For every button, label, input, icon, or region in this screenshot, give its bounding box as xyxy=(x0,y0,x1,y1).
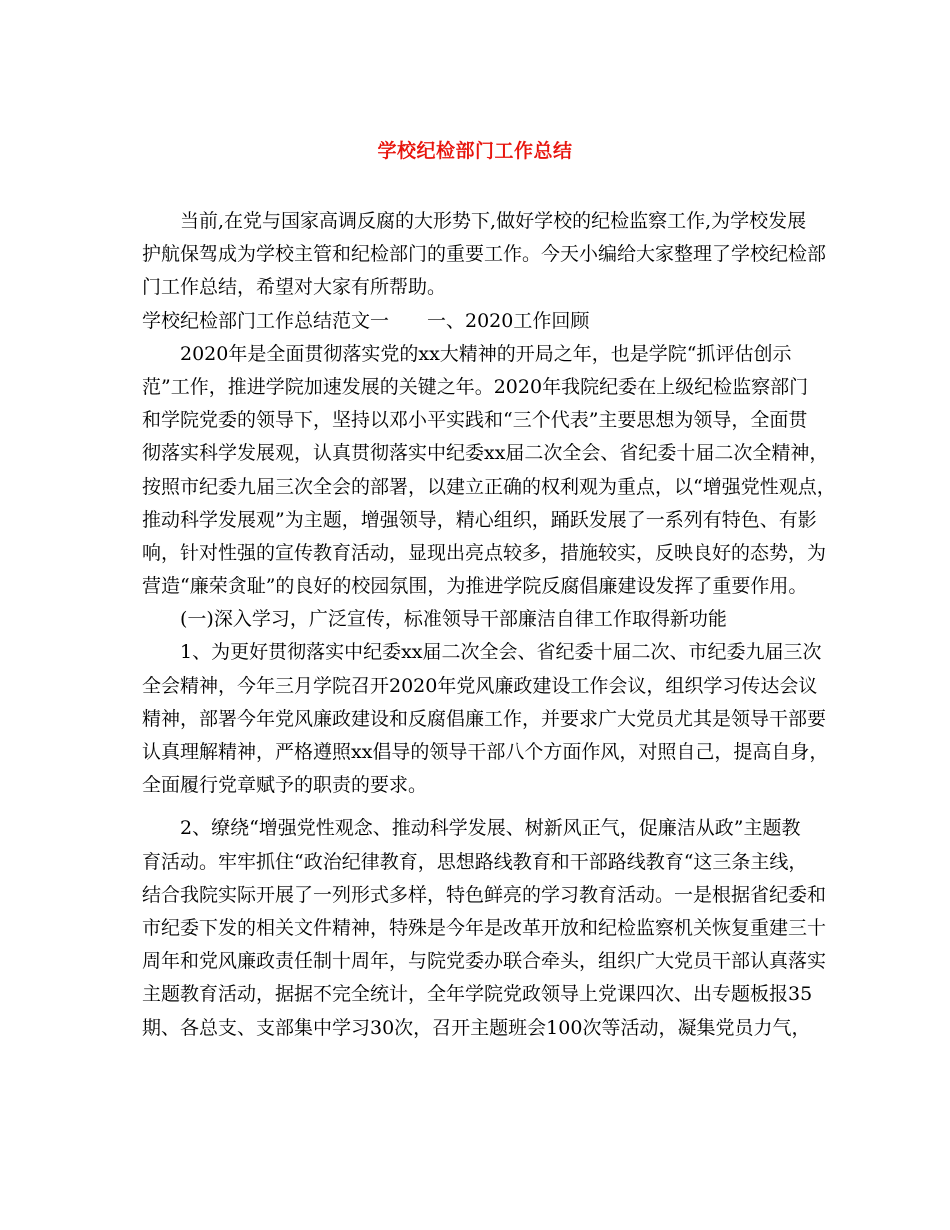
text-line: 期、各总支、支部集中学习30次，召开主题班会100次等活动，凝集党员力气， xyxy=(142,1016,811,1039)
text-line: 全面履行党章赋予的职责的要求。 xyxy=(142,774,428,797)
text-line: 主题教育活动，据据不完全统计，全年学院党政领导上党课四次、出专题板报35 xyxy=(142,983,813,1006)
text-line: 2、缭绕“增强党性观念、推动科学发展、树新风正气，促廉洁从政”主题教 xyxy=(180,817,801,840)
document-title: 学校纪检部门工作总结 xyxy=(377,140,573,162)
text-line: 认真理解精神，严格遵照xx倡导的领导干部八个方面作风，对照自己，提高自身， xyxy=(142,741,829,763)
document-body xyxy=(142,205,836,1045)
text-line: 门工作总结，希望对大家有所帮助。 xyxy=(142,276,447,299)
text-line: 推动科学发展观”为主题，增强领导，精心组织，踊跃发展了一系列有特色、有影 xyxy=(142,508,817,531)
text-line: (一)深入学习，广泛宣传，标准领导干部廉洁自律工作取得新功能 xyxy=(180,608,727,631)
text-line: 营造“廉荣贪耻”的良好的校园氛围，为推进学院反腐倡廉建设发挥了重要作用。 xyxy=(142,575,808,598)
text-line: 按照市纪委九届三次全会的部署，以建立正确的权利观为重点，以“增强党性观点， xyxy=(142,475,836,498)
text-line: 1、为更好贯彻落实中纪委xx届二次全会、省纪委十届二次、市纪委九届三次 xyxy=(180,641,822,664)
text-line: 当前,在党与国家高调反腐的大形势下,做好学校的纪检监察工作,为学校发展 xyxy=(180,210,807,232)
text-line: 育活动。牢牢抓住“政治纪律教育，思想路线教育和干部路线教育“这三条主线， xyxy=(142,850,808,873)
text-line: 彻落实科学发展观，认真贯彻落实中纪委xx届二次全会、省纪委十届二次全精神， xyxy=(142,442,829,465)
text-line: 市纪委下发的相关文件精神，特殊是今年是改革开放和纪检监察机关恢复重建三十 xyxy=(142,916,827,939)
text-line: 周年和党风廉政责任制十周年，与院党委办联合牵头，组织广大党员干部认真落实 xyxy=(142,950,827,973)
text-line: 2020年是全面贯彻落实党的xx大精神的开局之年，也是学院“抓评估创示 xyxy=(180,342,792,365)
text-line: 结合我院实际开展了一列形式多样，特色鲜亮的学习教育活动。一是根据省纪委和 xyxy=(142,883,827,906)
text-line: 范”工作，推进学院加速发展的关键之年。2020年我院纪委在上级纪检监察部门 xyxy=(142,375,809,398)
paragraph-gap xyxy=(142,802,822,812)
text-line: 护航保驾成为学校主管和纪检部门的重要工作。今天小编给大家整理了学校纪检部 xyxy=(142,243,827,266)
text-line: 精神，部署今年党风廉政建设和反腐倡廉工作，并要求广大党员尤其是领导干部要 xyxy=(142,707,827,730)
text-line: 学校纪检部门工作总结范文一 一、2020工作回顾 xyxy=(142,309,590,332)
text-line: 和学院党委的领导下，坚持以邓小平实践和“三个代表”主要思想为领导，全面贯 xyxy=(142,409,808,432)
text-line: 响，针对性强的宣传教育活动，显现出亮点较多，措施较实，反映良好的态势，为 xyxy=(142,541,827,564)
text-line: 全会精神，今年三月学院召开2020年党风廉政建设工作会议，组织学习传达会议 xyxy=(142,674,818,697)
